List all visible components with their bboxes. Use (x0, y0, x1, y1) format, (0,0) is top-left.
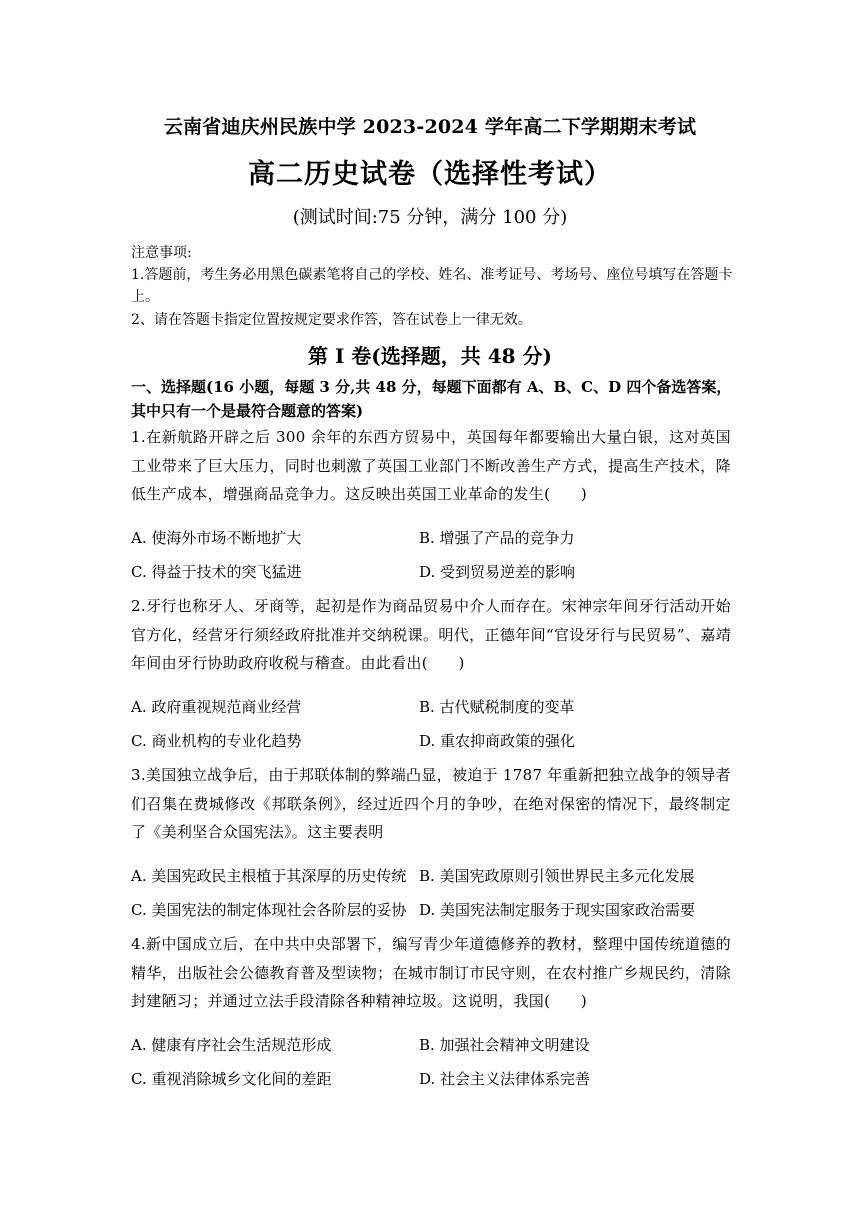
question-4-stem: 4.新中国成立后，在中共中央部署下，编写青少年道德修养的教材，整理中国传统道德的精华，出版社会公德教育普及型读物；在城市制订市民守则，在农村推广乡规民约，清除封建陋习；并通过立法手段清除各种精神垃圾。这说明，我国( ) (131, 935, 731, 1010)
question-4-option-d: D. 社会主义法律体系完善 (419, 1070, 591, 1088)
question-2-option-a: A. 政府重视规范商业经营 (131, 698, 302, 716)
question-4-option-c: C. 重视消除城乡文化间的差距 (131, 1070, 332, 1088)
question-1-option-d: D. 受到贸易逆差的影响 (419, 563, 576, 581)
exam-duration: (测试时间:75 分钟，满分 100 分) (292, 207, 568, 228)
question-1-option-c: C. 得益于技术的突飞猛进 (131, 563, 302, 581)
question-3-option-d: D. 美国宪法制定服务于现实国家政治需要 (419, 901, 696, 919)
question-1-option-a: A. 使海外市场不断地扩大 (131, 529, 302, 547)
question-4-option-b: B. 加强社会精神文明建设 (419, 1036, 590, 1054)
question-2-option-d: D. 重农抑商政策的强化 (419, 732, 576, 750)
question-3-stem: 3.美国独立战争后，由于邦联体制的弊端凸显，被迫于 1787 年重新把独立战争的领导者们召集在费城修改《邦联条例》，经过近四个月的争吵，在绝对保密的情况下，最终制定了《美利坚合众国宪法》。这主要表明 (131, 766, 731, 841)
school-title: 云南省迪庆州民族中学 2023-2024 学年高二下学期期末考试 (163, 116, 697, 138)
notice-item-1: 1.答题前，考生务必用黑色碳素笔将自己的学校、姓名、准考证号、考场号、座位号填写在答题卡上。 (131, 267, 733, 305)
question-2-option-c: C. 商业机构的专业化趋势 (131, 732, 302, 750)
question-2-option-b: B. 古代赋税制度的变革 (419, 698, 575, 716)
question-1-option-b: B. 增强了产品的竞争力 (419, 529, 575, 547)
question-3-option-c: C. 美国宪法的制定体现社会各阶层的妥协 (131, 901, 407, 919)
question-4-option-a: A. 健康有序社会生活规范形成 (131, 1036, 332, 1054)
question-3-option-b: B. 美国宪政原则引领世界民主多元化发展 (419, 867, 695, 885)
section-header: 一、选择题(16 小题，每题 3 分,共 48 分，每题下面都有 A、B、C、D 四个备选答案，其中只有一个是最符合题意的答案) (131, 378, 732, 420)
notice-item-2: 2、请在答题卡指定位置按规定要求作答，答在试卷上一律无效。 (131, 312, 532, 328)
question-2-stem: 2.牙行也称牙人、牙商等，起初是作为商品贸易中介人而存在。宋神宗年间牙行活动开始官方化，经营牙行须经政府批准并交纳税课。明代，正德年间“官设牙行与民贸易”、嘉靖年间由牙行协助政府收税与稽查。由此看出( ) (131, 597, 731, 672)
subject-title: 高二历史试卷（选择性考试） (248, 159, 612, 190)
question-3-option-a: A. 美国宪政民主根植于其深厚的历史传统 (131, 867, 407, 885)
notice-title: 注意事项: (131, 245, 192, 261)
question-1-stem: 1.在新航路开辟之后 300 余年的东西方贸易中，英国每年都要输出大量白银，这对英国工业带来了巨大压力，同时也刺激了英国工业部门不断改善生产方式，提高生产技术，降低生产成本，增强商品竞争力。这反映出英国工业革命的发生( ) (131, 428, 731, 503)
part-title: 第 I 卷(选择题，共 48 分) (308, 344, 552, 368)
